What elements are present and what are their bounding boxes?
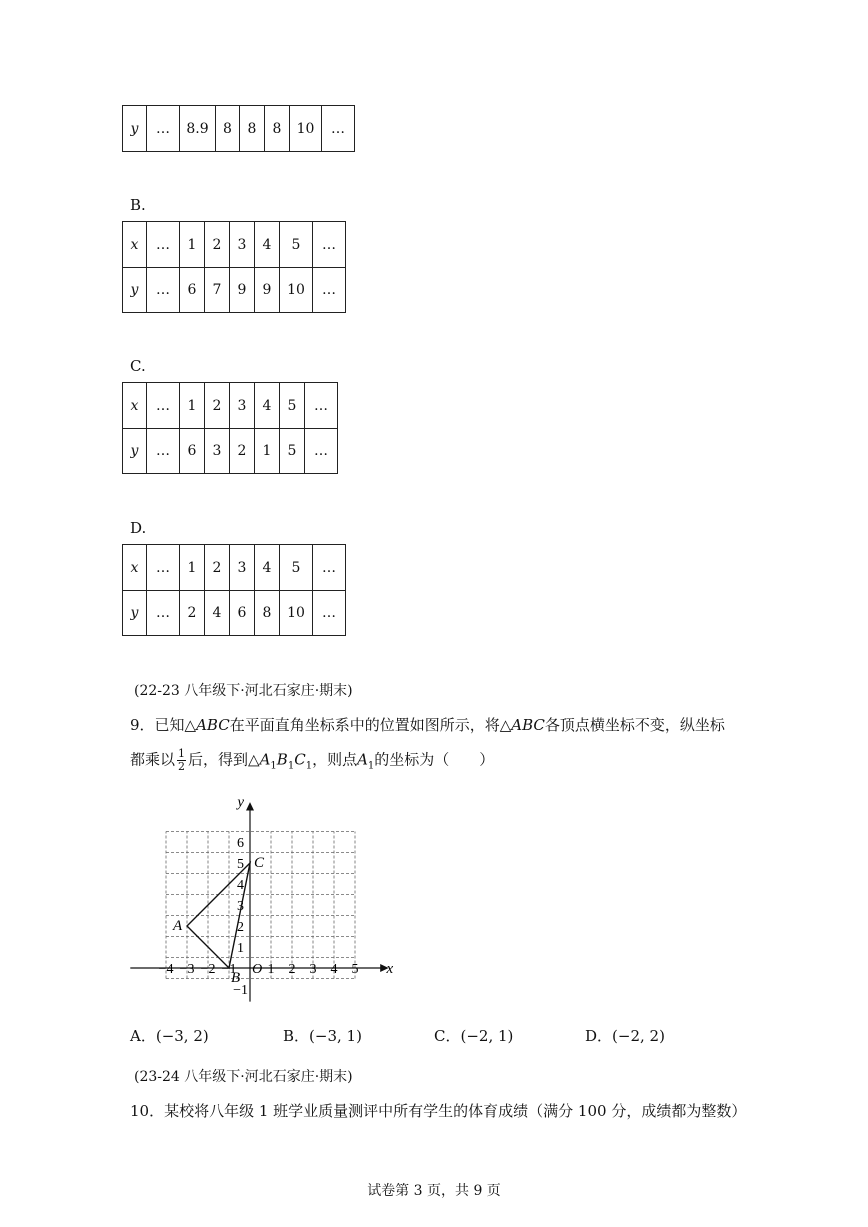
cell: 7 — [205, 268, 230, 313]
cell: 6 — [180, 429, 205, 474]
cell: 4 — [255, 383, 280, 429]
cell: y — [123, 429, 147, 474]
point-label: B — [276, 750, 288, 769]
abc-label: ABC — [511, 716, 545, 734]
cell: 2 — [205, 383, 230, 429]
cell: 8.9 — [180, 106, 216, 152]
cell: 9 — [255, 268, 280, 313]
subscript: 1 — [270, 760, 277, 772]
cell: 4 — [205, 591, 230, 636]
question-9-line-1 — [130, 714, 725, 735]
y-tick-label: 4 — [237, 878, 245, 893]
answer-value: (−3, 2) — [155, 1027, 209, 1045]
point-label-c: C — [254, 855, 265, 871]
option-c-label: C. — [130, 357, 146, 375]
cell: 8 — [240, 106, 265, 152]
y-axis-arrow — [246, 802, 254, 810]
cell: y — [123, 106, 147, 152]
point-label: C — [294, 750, 306, 769]
question-10: 10．某校将八年级 1 班学业质量测评中所有学生的体育成绩（满分 100 分，成绩都为整数） — [130, 1102, 747, 1120]
fraction-half — [177, 748, 186, 773]
cell: 10 — [280, 268, 313, 313]
cell: 2 — [205, 222, 230, 268]
cell: 1 — [180, 383, 205, 429]
cell: y — [123, 268, 147, 313]
cell: 2 — [230, 429, 255, 474]
cell: 3 — [205, 429, 230, 474]
answer-label: B． — [283, 1027, 310, 1045]
y-tick-label: 2 — [237, 920, 245, 935]
y-tick-label: 5 — [237, 857, 245, 872]
cell: … — [305, 429, 338, 474]
cell: 4 — [255, 222, 280, 268]
x-tick-label: 3 — [309, 962, 317, 977]
x-tick-label: 4 — [330, 962, 338, 977]
x-tick-label: 2 — [288, 962, 296, 977]
cell: … — [147, 222, 180, 268]
cell: … — [147, 545, 180, 591]
abc-label: ABC — [196, 716, 230, 734]
option-d-table — [122, 544, 346, 636]
q9-text: 在平面直角坐标系中的位置如图所示，将 — [229, 716, 500, 734]
q9-text: 后，得到 — [188, 750, 249, 769]
cell: … — [147, 429, 180, 474]
y-tick-label: −1 — [233, 983, 249, 998]
q9-text: ，则点 — [312, 750, 358, 769]
page-footer: 试卷第 3 页，共 9 页 — [367, 1183, 501, 1199]
cell: 5 — [280, 222, 313, 268]
answer-label: D． — [585, 1027, 613, 1045]
answer-b[interactable] — [283, 1025, 362, 1046]
cell: … — [147, 383, 180, 429]
cell: 1 — [255, 429, 280, 474]
question-9-line-2 — [130, 748, 494, 773]
cell: 8 — [255, 591, 280, 636]
point-label-b: B — [231, 970, 241, 986]
y-tick-label: 1 — [237, 941, 245, 956]
point-label: A — [259, 750, 271, 769]
cell: 1 — [180, 222, 205, 268]
triangle-symbol: △ — [248, 750, 260, 769]
cell: … — [305, 383, 338, 429]
cell: … — [313, 268, 346, 313]
point-label-a: A — [173, 918, 183, 934]
cell: 10 — [290, 106, 322, 152]
cell: 3 — [230, 545, 255, 591]
answer-value: (−2, 1) — [460, 1027, 514, 1045]
cell: 6 — [180, 268, 205, 313]
fraction-numerator: 1 — [178, 747, 186, 760]
answer-label: A． — [130, 1027, 156, 1045]
cell: 5 — [280, 545, 313, 591]
q9-text: 都乘以 — [130, 750, 176, 769]
cell: x — [123, 222, 147, 268]
point-label: A — [357, 750, 368, 769]
triangle-symbol: △ — [499, 716, 512, 734]
option-b-label: B. — [130, 196, 146, 214]
cell: … — [313, 591, 346, 636]
cell: … — [147, 106, 180, 152]
subscript: 1 — [305, 760, 313, 772]
cell: 1 — [180, 545, 205, 591]
cell: … — [313, 222, 346, 268]
coordinate-graph — [125, 785, 405, 1010]
x-tick-label: −3 — [179, 962, 195, 977]
cell: … — [147, 268, 180, 313]
x-tick-label: −4 — [158, 962, 174, 977]
cell: … — [322, 106, 355, 152]
answer-d[interactable] — [585, 1025, 665, 1046]
cell: 5 — [280, 383, 305, 429]
cell: y — [123, 591, 147, 636]
cell: 2 — [180, 591, 205, 636]
option-b-table — [122, 221, 346, 313]
y-tick-label: 3 — [237, 899, 245, 914]
q9-text: 的坐标为（ ） — [374, 750, 495, 769]
cell: … — [313, 545, 346, 591]
cell: 8 — [216, 106, 240, 152]
q9-text: 9．已知 — [130, 716, 185, 734]
x-tick-label: 1 — [267, 962, 275, 977]
answer-label: C． — [434, 1027, 461, 1045]
source-label: (22-23 八年级下·河北石家庄·期末) — [134, 683, 353, 699]
source-label: (23-24 八年级下·河北石家庄·期末) — [134, 1069, 353, 1085]
cell: 2 — [205, 545, 230, 591]
q9-text: 各顶点横坐标不变，纵坐标 — [544, 716, 725, 734]
x-tick-label: 5 — [351, 962, 359, 977]
option-c-table — [122, 382, 338, 474]
y-axis-label: y — [237, 794, 245, 811]
cell: 8 — [265, 106, 290, 152]
answer-value: (−2, 2) — [612, 1027, 665, 1045]
cell: x — [123, 545, 147, 591]
x-tick-label: −1 — [221, 962, 237, 977]
cell: 3 — [230, 383, 255, 429]
subscript: 1 — [367, 760, 375, 772]
option-d-label: D. — [130, 519, 147, 537]
answer-a[interactable] — [130, 1025, 209, 1046]
cell: … — [147, 591, 180, 636]
cell: x — [123, 383, 147, 429]
answer-value: (−3, 1) — [309, 1027, 362, 1045]
top-table — [122, 105, 355, 152]
cell: 5 — [280, 429, 305, 474]
fraction-denominator: 2 — [178, 760, 186, 773]
triangle-symbol: △ — [184, 716, 197, 734]
x-tick-label: −2 — [200, 962, 216, 977]
cell: 10 — [280, 591, 313, 636]
cell: 9 — [230, 268, 255, 313]
answer-c[interactable] — [434, 1025, 513, 1046]
cell: 6 — [230, 591, 255, 636]
cell: 4 — [255, 545, 280, 591]
subscript: 1 — [287, 760, 295, 772]
cell: 3 — [230, 222, 255, 268]
y-tick-label: 6 — [237, 836, 245, 851]
x-axis-label: x — [386, 961, 394, 977]
origin-label: O — [252, 962, 263, 977]
